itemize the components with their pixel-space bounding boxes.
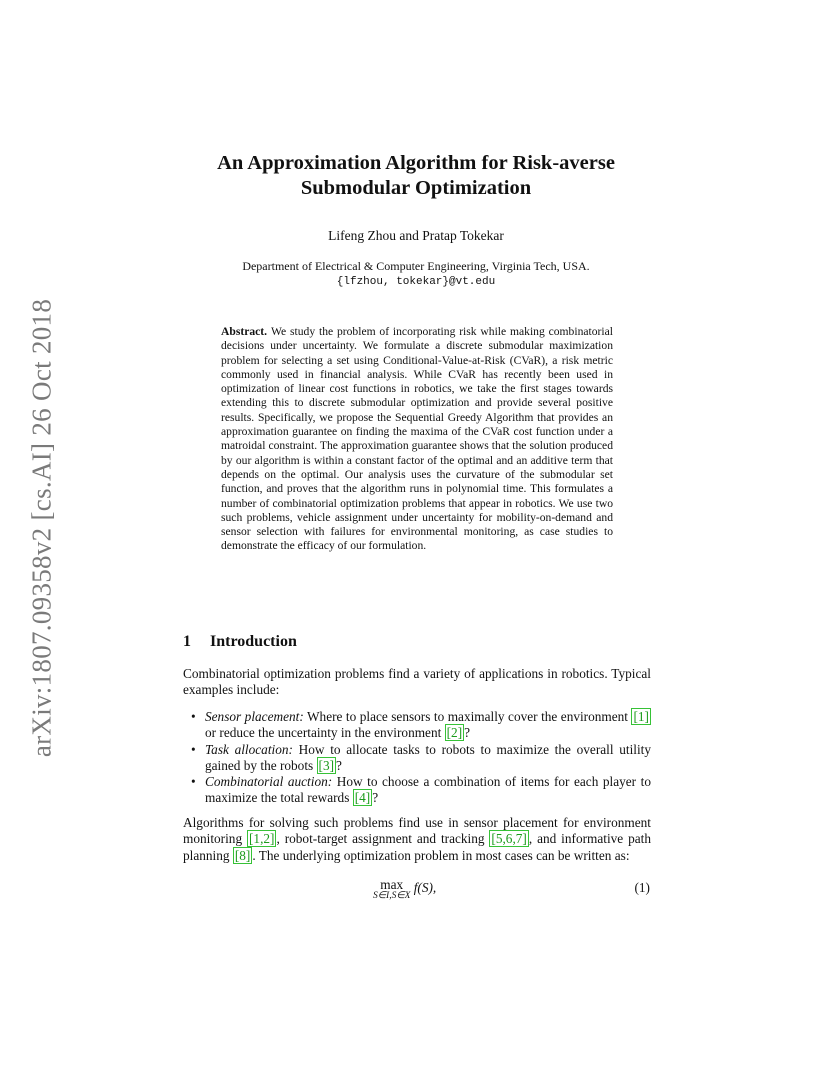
list-item	[183, 709, 651, 742]
citation-link[interactable]: [1]	[633, 709, 649, 724]
paper-title	[150, 151, 682, 201]
bullet-icon: •	[191, 774, 196, 790]
abstract-label: Abstract.	[221, 325, 268, 338]
operator-symbol: max	[380, 877, 404, 892]
affiliation-block	[150, 259, 682, 290]
title-line-1: An Approximation Algorithm for Risk-averse	[217, 152, 615, 174]
affiliation: Department of Electrical & Computer Engineering, Virginia Tech, USA.	[242, 259, 590, 273]
section-number: 1	[183, 633, 191, 650]
paragraph-text: . The underlying optimization problem in most cases can be written as:	[252, 847, 630, 863]
arxiv-identifier: arXiv:1807.09358v2 [cs.AI] 26 Oct 2018	[26, 298, 57, 758]
paragraph-text: Algorithms for solving such problems find use in sensor placement for environment monitoring	[183, 815, 651, 847]
list-item-term: Combinatorial auction:	[205, 774, 333, 790]
objective-function: f(S),	[413, 880, 437, 895]
list-item-text: ?	[464, 725, 471, 741]
intro-paragraph-1: Combinatorial optimization problems find a variety of applications in robotics. Typical examples include:	[183, 666, 651, 698]
example-list	[183, 709, 651, 807]
list-item-text: ?	[372, 790, 379, 806]
intro-paragraph-2	[183, 815, 651, 864]
list-item-text: How to allocate tasks to robots to maximize the overall utility gained by the robots	[205, 741, 652, 773]
title-line-2: Submodular Optimization	[300, 177, 532, 199]
abstract-text: We study the problem of incorporating risk while making combinatorial decisions under uncertainty. We formulate a discrete submodular maximization problem for selecting a set using Conditional-Value-at-Risk (CVaR), a risk metric commonly used in financial analysis. While CVaR has recently been used in optimization of linear cost functions in robotics, we take the first stages towards extending this to discrete submodular optimization and provide several positive results. Specifically, we propose the Sequential Greedy Algorithm that provides an approximation guarantee on finding the maxima of the CVaR cost function under a matroidal constraint. The approximation guarantee shows that the solution produced by our algorithm is within a constant factor of the optimal and an additive term that depends on the optimal. Our analysis uses the curvature of the submodular set function, and proves that the algorithm runs in polynomial time. This formulates a number of combinatorial optimization problems that appear in robotics. We use two such problems, vehicle assignment under uncertainty for mobility-on-demand and sensor selection with failures for environmental monitoring, as case studies to demonstrate the efficacy of our formulation.	[221, 325, 613, 553]
list-item-text: ?	[336, 757, 342, 773]
list-item-text: How to choose a combination of items for each player to maximize the total rewards	[205, 774, 652, 806]
operator-subscript: S∈I,S∈X	[373, 891, 411, 901]
list-item	[183, 774, 651, 807]
abstract	[221, 325, 613, 554]
citation-link[interactable]: [2]	[446, 725, 463, 741]
section-heading-introduction	[183, 633, 297, 651]
author-email: {lfzhou, tokekar}@vt.edu	[336, 275, 496, 288]
list-item-text: or reduce the uncertainty in the environment	[205, 725, 445, 741]
citation-link[interactable]: [5,6,7]	[491, 831, 527, 847]
citation-link[interactable]: [3]	[318, 757, 335, 773]
author-list: Lifeng Zhou and Pratap Tokekar	[328, 228, 504, 243]
equation-number: (1)	[634, 880, 650, 895]
citation-link[interactable]: [4]	[354, 790, 371, 806]
bullet-icon: •	[191, 741, 196, 757]
list-item-term: Task allocation:	[205, 741, 293, 757]
max-operator	[373, 878, 410, 902]
citation-link[interactable]: [1,2]	[249, 831, 275, 847]
equation-body	[373, 878, 436, 902]
paragraph-text: , and informative path planning	[183, 831, 651, 863]
list-item-text: Where to place sensors to maximally cover the environment	[303, 709, 632, 724]
citation-link[interactable]: [8]	[234, 847, 251, 863]
section-title: Introduction	[210, 633, 297, 650]
paragraph-text: , robot-target assignment and tracking	[276, 831, 490, 847]
list-item-term: Sensor placement:	[205, 709, 304, 724]
equation-1	[183, 878, 651, 906]
bullet-icon: •	[191, 709, 196, 724]
list-item	[183, 742, 651, 775]
